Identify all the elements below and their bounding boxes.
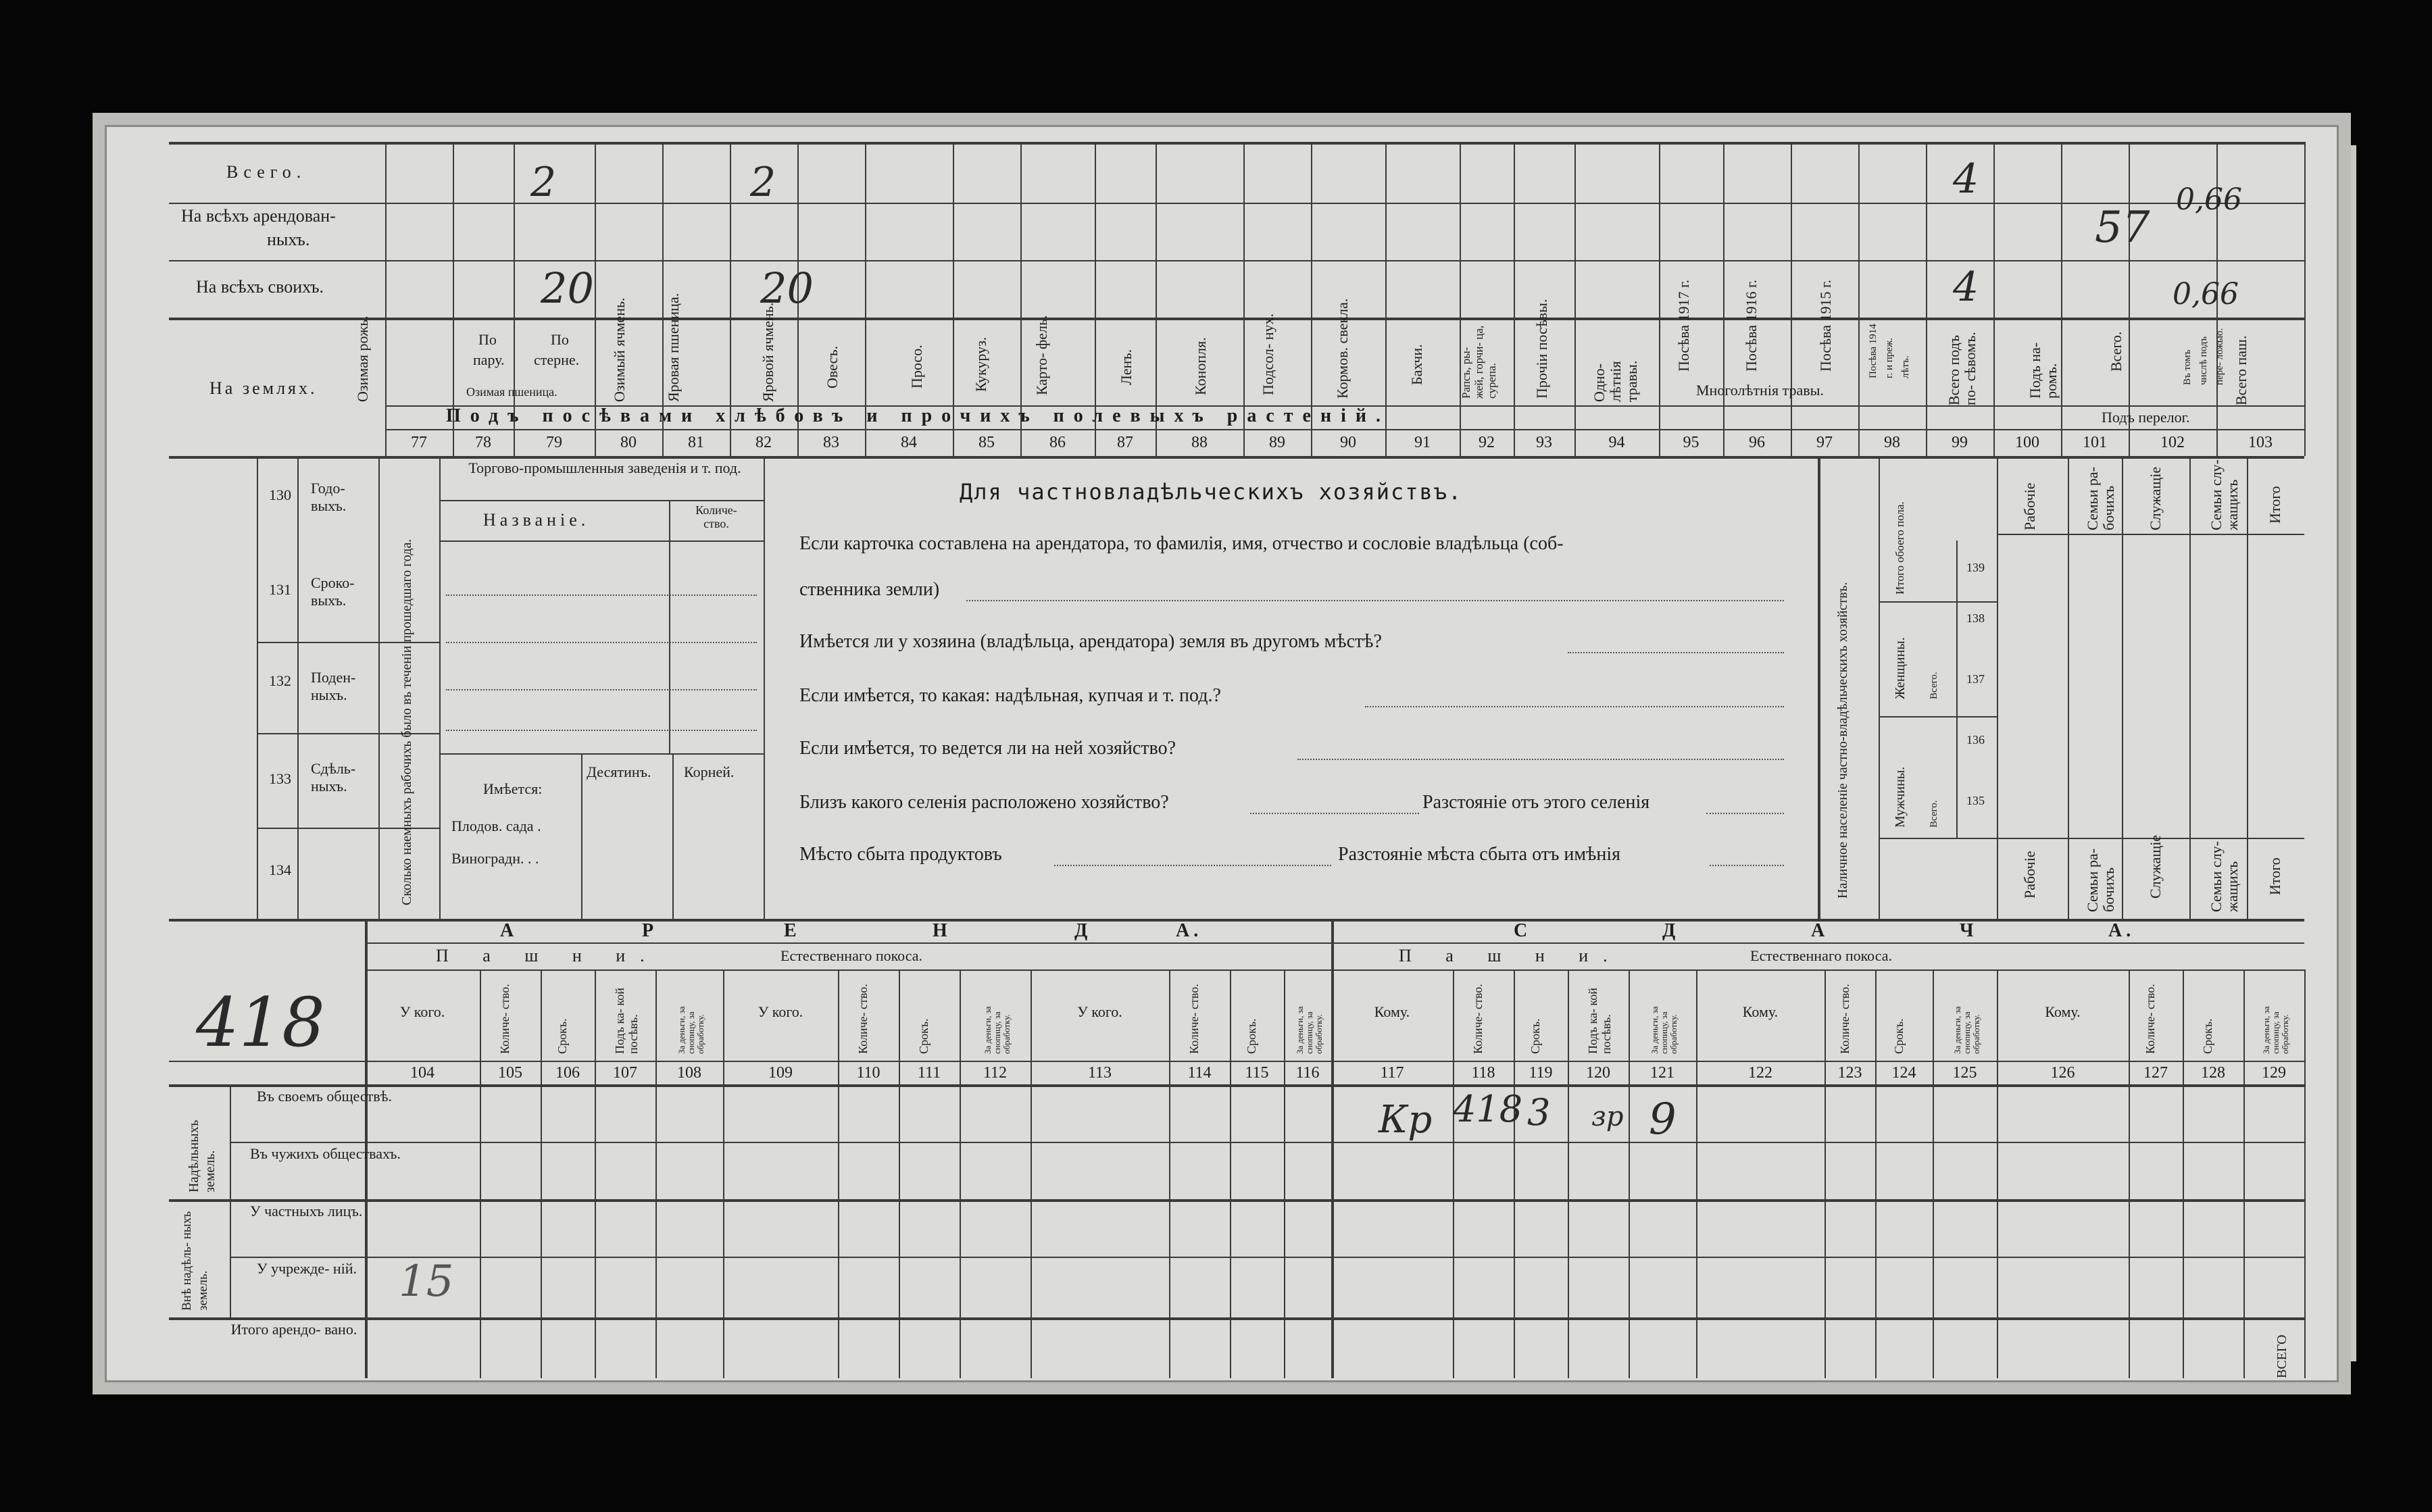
lease-grid-line bbox=[2304, 969, 2306, 1378]
sdacha-pashni: П а ш н и. bbox=[1399, 946, 1622, 965]
column-number: 79 bbox=[546, 434, 562, 451]
question-other-land: Имѣется ли у хозяина (владѣльца, арендатора) земля въ другомъ мѣстѣ? bbox=[799, 631, 1382, 652]
lease-column-number: 114 bbox=[1187, 1064, 1212, 1082]
column-number: 90 bbox=[1340, 434, 1356, 451]
lease-grid-line bbox=[1453, 969, 1454, 1378]
lease-grid-line bbox=[838, 969, 839, 1378]
top-grid-line bbox=[1514, 142, 1515, 456]
pop-men-total: Всего. bbox=[1929, 800, 1939, 828]
question-village-distance: Разстояніе отъ этого селенія bbox=[1422, 792, 1650, 813]
pop-num-137: 137 bbox=[1966, 672, 1985, 686]
lease-column-header: Подъ ка- кой посѣвъ. bbox=[1586, 988, 1613, 1054]
hw-own-20a: 20 bbox=[541, 263, 594, 313]
hw-own-4: 4 bbox=[1953, 263, 1979, 311]
arenda-banner-letter: Р bbox=[642, 920, 658, 941]
column-number: 86 bbox=[1049, 434, 1066, 451]
lease-column-number: 125 bbox=[1952, 1064, 1977, 1082]
lease-column-number: 117 bbox=[1380, 1064, 1404, 1082]
pop-women-total: Всего. bbox=[1929, 672, 1939, 699]
top-grid-line bbox=[1791, 142, 1792, 456]
lease-grid-line bbox=[960, 969, 961, 1378]
crop-header-101: Всего. bbox=[2108, 331, 2125, 372]
top-grid-line bbox=[1723, 142, 1724, 456]
lease-column-header: Срокъ. bbox=[1891, 1018, 1906, 1054]
arenda-pashni: П а ш н и. bbox=[436, 946, 660, 965]
crop-header-96: Посѣва 1916 г. bbox=[1743, 279, 1760, 372]
column-number: 83 bbox=[823, 434, 839, 451]
crop-header-81: Яровая пшеница. bbox=[665, 293, 682, 402]
row-own-label: На всѣхъ своихъ. bbox=[196, 277, 324, 297]
question-owner-2: ственника земли) bbox=[799, 579, 940, 600]
worker-num-131: 131 bbox=[269, 581, 291, 598]
column-number: 99 bbox=[1952, 434, 1968, 451]
question-village: Близъ какого селенія расположено хозяйство? bbox=[799, 792, 1169, 813]
pop-num-139: 139 bbox=[1966, 561, 1985, 574]
lease-grid-line bbox=[1169, 969, 1170, 1378]
pop-num-135: 135 bbox=[1966, 794, 1985, 807]
crop-header-98: Посѣва 1914 г. и преж. лѣтъ. bbox=[1868, 324, 1911, 378]
lease-grid-line bbox=[1825, 969, 1826, 1378]
lease-column-number: 126 bbox=[2050, 1064, 2075, 1082]
group-allotment: Надѣльныхъ земель. bbox=[187, 1119, 218, 1192]
pop-workers: Рабочіе bbox=[2021, 482, 2038, 530]
vineyard-label: Виноградн. . . bbox=[451, 850, 539, 867]
top-grid-line bbox=[1858, 142, 1860, 456]
hw-total-2b: 2 bbox=[750, 159, 776, 206]
lease-grid-line bbox=[723, 969, 724, 1378]
lease-column-number: 127 bbox=[2143, 1064, 2168, 1082]
sdacha-banner-letter: Ч bbox=[1960, 920, 1978, 941]
lease-grid-line bbox=[480, 969, 481, 1378]
lease-column-number: 115 bbox=[1245, 1064, 1269, 1082]
lease-column-number: 120 bbox=[1586, 1064, 1610, 1082]
lease-grid-line bbox=[541, 969, 542, 1378]
column-number: 80 bbox=[620, 434, 637, 451]
lease-grid-line bbox=[1331, 969, 1333, 1378]
pop-fam-workers-bottom: Семьи ра- бочихъ bbox=[2084, 848, 2117, 912]
sdacha-banner-letter: Д bbox=[1662, 920, 1680, 941]
hw-crop: зр bbox=[1591, 1101, 1624, 1132]
worker-num-133: 133 bbox=[269, 770, 291, 787]
column-number: 96 bbox=[1749, 434, 1765, 451]
lease-column-number: 128 bbox=[2201, 1064, 2225, 1082]
pop-women: Женщины. bbox=[1893, 637, 1908, 699]
pop-workers-bottom: Рабочіе bbox=[2021, 851, 2038, 899]
lease-column-header: Количе- ство. bbox=[856, 984, 870, 1054]
worker-daily: Поден- ныхъ. bbox=[311, 669, 356, 703]
crops-banner: Подъ посѣвами хлѣбовъ и прочихъ полевыхъ растеній. bbox=[446, 405, 1391, 426]
lease-grid-line bbox=[1568, 969, 1569, 1378]
lease-column-header: За деньги, за снопицу, за обработку. bbox=[676, 1006, 705, 1054]
lease-column-number: 104 bbox=[410, 1064, 435, 1082]
lease-column-header: Срокъ. bbox=[555, 1018, 569, 1054]
group-non-allotment: Внѣ надѣль- ныхъ земель. bbox=[180, 1211, 210, 1311]
column-number: 78 bbox=[475, 434, 491, 451]
column-number: 98 bbox=[1884, 434, 1900, 451]
private-farms-title: Для частновладѣльческихъ хозяйствъ. bbox=[960, 479, 1463, 505]
roots-header: Корней. bbox=[684, 763, 735, 780]
row-total-label: Всего. bbox=[226, 162, 307, 182]
desyat-header: Десятинъ. bbox=[587, 763, 651, 780]
pop-itogo: Итого bbox=[2266, 486, 2283, 524]
trade-qty-header: Количе- ство. bbox=[695, 503, 737, 530]
lease-column-number: 107 bbox=[613, 1064, 637, 1082]
worker-num-130: 130 bbox=[269, 486, 291, 503]
arenda-banner-letter: А bbox=[500, 920, 518, 941]
column-number: 102 bbox=[2160, 434, 2185, 451]
lease-column-number: 110 bbox=[856, 1064, 880, 1082]
crop-header-84: Просо. bbox=[908, 345, 925, 388]
arenda-banner-letter: А. bbox=[1176, 920, 1203, 941]
top-grid-line bbox=[1659, 142, 1660, 456]
crop-header-103: Всего паш. bbox=[2233, 335, 2250, 405]
lease-column-number: 111 bbox=[917, 1064, 941, 1082]
hw-total-4: 4 bbox=[1953, 155, 1979, 203]
hw-own-20b: 20 bbox=[760, 263, 814, 313]
lease-column-header: Количе- ство. bbox=[1471, 984, 1485, 1054]
margin-vsego: ВСЕГО bbox=[2275, 1334, 2289, 1378]
column-number: 77 bbox=[411, 434, 427, 451]
pop-men: Мужчины. bbox=[1893, 766, 1908, 828]
winter-wheat-label: Озимая пшеница. bbox=[466, 385, 557, 399]
lease-column-header: Срокъ. bbox=[1245, 1018, 1258, 1054]
lease-grid-line bbox=[1696, 969, 1697, 1378]
top-grid-line bbox=[1574, 142, 1576, 456]
lease-column-number: 106 bbox=[555, 1064, 580, 1082]
lease-column-header: За деньги, за снопицу, за обработку. bbox=[982, 1006, 1012, 1054]
pop-num-136: 136 bbox=[1966, 733, 1985, 747]
pop-servants-bottom: Служащіе bbox=[2147, 834, 2164, 899]
crop-header-85: Кукуруз. bbox=[972, 336, 989, 392]
worker-annual: Годо- выхъ. bbox=[311, 480, 347, 514]
crop-header-88: Конопля. bbox=[1192, 337, 1209, 395]
column-number: 93 bbox=[1536, 434, 1552, 451]
lease-column-header: За деньги, за снопицу, за обработку. bbox=[1295, 1006, 1324, 1054]
column-number: 82 bbox=[755, 434, 772, 451]
crop-header-95: Посѣва 1917 г. bbox=[1675, 279, 1692, 372]
lease-grid-line bbox=[1933, 969, 1934, 1378]
pop-total-both: Итого обоего пола. bbox=[1893, 501, 1906, 595]
question-owner: Если карточка составлена на арендатора, то фамилія, имя, отчество и сословіе владѣльца (соб- bbox=[799, 533, 1564, 554]
column-number: 87 bbox=[1117, 434, 1133, 451]
lease-column-header: У кого. bbox=[399, 1003, 445, 1020]
row-foreign-society: Въ чужихъ обществахъ. bbox=[250, 1145, 401, 1162]
lease-column-header: Подъ ка- кой посѣвъ. bbox=[613, 988, 640, 1054]
hw-to-whom: Кр bbox=[1379, 1098, 1433, 1142]
lease-column-header: За деньги, за снопицу, за обработку. bbox=[1649, 1006, 1679, 1054]
question-market-distance: Разстояніе мѣста сбыта отъ имѣнія bbox=[1338, 844, 1620, 865]
lease-column-header: За деньги, за снопицу, за обработку. bbox=[2261, 1006, 2290, 1054]
trade-header: Торгово-промышленныя заведенія и т. под. bbox=[468, 459, 741, 476]
has-label: Имѣется: bbox=[483, 780, 543, 797]
arenda-banner-letter: Е bbox=[784, 920, 801, 941]
column-number: 84 bbox=[901, 434, 917, 451]
lease-grid-line bbox=[2183, 969, 2184, 1378]
lease-grid-line bbox=[1514, 969, 1515, 1378]
worker-seasonal: Сдѣль- ныхъ. bbox=[311, 760, 356, 795]
crop-header-79b: стерне. bbox=[534, 351, 580, 368]
crop-header-89: Подсол- нух. bbox=[1260, 313, 1276, 395]
worker-term: Сроко- выхъ. bbox=[311, 574, 355, 609]
orchard-label: Плодов. сада . bbox=[451, 817, 541, 834]
lease-grid-line bbox=[2243, 969, 2245, 1378]
arenda-banner-letter: Н bbox=[933, 920, 951, 941]
lease-column-header: Количе- ство. bbox=[1187, 984, 1201, 1054]
arenda-banner-letter: Д bbox=[1074, 920, 1092, 941]
row-own-society: Въ своемъ обществѣ. bbox=[257, 1088, 393, 1105]
crop-header-90: Кормов. свекла. bbox=[1334, 298, 1351, 399]
lease-column-number: 105 bbox=[498, 1064, 522, 1082]
lease-column-header: Кому. bbox=[2045, 1003, 2081, 1020]
lease-column-header: Срокъ. bbox=[2201, 1018, 2214, 1054]
lease-grid-line bbox=[365, 969, 366, 1378]
sdacha-banner-letter: С bbox=[1514, 920, 1532, 941]
column-number: 91 bbox=[1414, 434, 1431, 451]
crop-header-94: Одно- лѣтнія травы. bbox=[1591, 360, 1640, 402]
lease-column-header: Срокъ. bbox=[1529, 1018, 1542, 1054]
row-institutions: У учрежде- ній. bbox=[257, 1260, 357, 1277]
sdacha-banner-letter: А. bbox=[2108, 920, 2135, 941]
lease-grid-line bbox=[595, 969, 596, 1378]
hw-institutions: 15 bbox=[399, 1257, 454, 1307]
lease-grid-line bbox=[1230, 969, 1231, 1378]
population-vertical-title: Наличное населеніе частно-владѣльческихъ хозяйствъ. bbox=[1835, 582, 1850, 899]
column-number: 95 bbox=[1683, 434, 1699, 451]
worker-num-134: 134 bbox=[269, 861, 291, 878]
lease-column-number: 113 bbox=[1087, 1064, 1112, 1082]
hw-own-066: 0,66 bbox=[2173, 277, 2239, 311]
sdacha-meadow: Естественнаго покоса. bbox=[1750, 947, 1893, 964]
crop-header-80: Озимый ячмень. bbox=[611, 297, 628, 402]
workers-vertical-title: Сколько наемныхъ рабочихъ было въ теченіи прошедшаго года. bbox=[399, 538, 414, 905]
row-total-leased: Итого арендо- вано. bbox=[230, 1321, 357, 1338]
row-rented-label-2: ныхъ. bbox=[267, 230, 310, 249]
lease-grid-line bbox=[2129, 969, 2130, 1378]
lease-grid-line bbox=[899, 969, 900, 1378]
lease-column-header: Количе- ство. bbox=[498, 984, 512, 1054]
crop-header-77: Озимая рожь. bbox=[354, 316, 371, 402]
lease-grid-line bbox=[1875, 969, 1877, 1378]
top-grid-line bbox=[1993, 142, 1995, 456]
column-number: 97 bbox=[1816, 434, 1833, 451]
pop-num-138: 138 bbox=[1966, 611, 1985, 625]
lease-column-header: Кому. bbox=[1374, 1003, 1410, 1020]
lease-column-header: За деньги, за снопицу, за обработку. bbox=[1952, 1006, 1981, 1054]
crop-header-102: Въ томъ числѣ подъ пере- ложью. bbox=[2182, 328, 2225, 385]
row-rented-label: На всѣхъ арендован- bbox=[181, 206, 336, 226]
lease-column-number: 118 bbox=[1471, 1064, 1495, 1082]
top-grid-line bbox=[385, 142, 387, 456]
lease-column-number: 112 bbox=[983, 1064, 1008, 1082]
column-number: 94 bbox=[1608, 434, 1625, 451]
lease-column-number: 109 bbox=[768, 1064, 793, 1082]
question-farming: Если имѣется, то ведется ли на ней хозяйство? bbox=[799, 738, 1176, 759]
column-number: 88 bbox=[1191, 434, 1208, 451]
lease-column-header: Количе- ство. bbox=[2143, 984, 2157, 1054]
crop-header-99: Всего подъ по- сѣвомъ. bbox=[1945, 332, 1979, 405]
lease-column-number: 108 bbox=[677, 1064, 701, 1082]
crop-header-100: Подъ на- ромъ. bbox=[2027, 342, 2060, 399]
lease-grid-line bbox=[1629, 969, 1630, 1378]
crop-header-91: Бахчи. bbox=[1408, 344, 1425, 385]
pop-servants: Служащіе bbox=[2147, 466, 2164, 530]
lease-column-number: 116 bbox=[1295, 1064, 1320, 1082]
lease-column-number: 119 bbox=[1529, 1064, 1553, 1082]
lease-column-number: 122 bbox=[1748, 1064, 1772, 1082]
hw-card-number: 418 bbox=[196, 983, 325, 1062]
top-grid-line bbox=[1926, 142, 1927, 456]
column-number: 100 bbox=[2015, 434, 2039, 451]
column-number: 101 bbox=[2083, 434, 2107, 451]
crop-header-83: Овесъ. bbox=[824, 345, 841, 388]
trade-name-header: Названіе. bbox=[483, 510, 590, 530]
crop-header-78b: пару. bbox=[473, 351, 505, 368]
lease-column-number: 121 bbox=[1650, 1064, 1674, 1082]
crop-header-97: Посѣва 1915 г. bbox=[1817, 279, 1834, 372]
lease-column-number: 124 bbox=[1891, 1064, 1916, 1082]
question-market: Мѣсто сбыта продуктовъ bbox=[799, 844, 1002, 865]
pop-fam-workers: Семьи ра- бочихъ bbox=[2084, 466, 2117, 530]
lease-column-header: У кого. bbox=[1077, 1003, 1122, 1020]
column-number: 92 bbox=[1479, 434, 1495, 451]
top-grid-line bbox=[2304, 142, 2306, 456]
crop-header-79a: По bbox=[551, 331, 569, 348]
arenda-meadow: Естественнаго покоса. bbox=[780, 947, 923, 964]
lease-column-header: Количе- ство. bbox=[1837, 984, 1852, 1054]
pop-itogo-bottom: Итого bbox=[2266, 857, 2283, 895]
row-lands-label: На землях. bbox=[209, 378, 318, 398]
hw-rented-57: 57 bbox=[2095, 203, 2150, 253]
lease-column-number: 123 bbox=[1837, 1064, 1862, 1082]
crop-header-78a: По bbox=[478, 331, 497, 348]
crop-header-86: Карто- фель. bbox=[1033, 315, 1050, 395]
top-grid-line bbox=[1460, 142, 1461, 456]
column-number: 103 bbox=[2248, 434, 2273, 451]
fallow-label: Подъ перелог. bbox=[2102, 409, 2190, 426]
crop-header-87: Ленъ. bbox=[1118, 349, 1135, 385]
lease-grid-line bbox=[1284, 969, 1285, 1378]
hw-qty: 418 bbox=[1453, 1088, 1523, 1130]
hw-term: 3 bbox=[1527, 1091, 1551, 1134]
question-land-type: Если имѣется, то какая: надѣльная, купчая и т. под.? bbox=[799, 685, 1221, 706]
lease-column-header: У кого. bbox=[758, 1003, 803, 1020]
lease-column-header: Срокъ. bbox=[917, 1018, 930, 1054]
column-number: 89 bbox=[1269, 434, 1285, 451]
hw-pay: 9 bbox=[1649, 1094, 1677, 1144]
perennial-grass-label: Многолѣтнія травы. bbox=[1696, 382, 1824, 399]
hw-total-2a: 2 bbox=[530, 159, 557, 206]
column-number: 81 bbox=[688, 434, 704, 451]
lease-grid-line bbox=[1031, 969, 1032, 1378]
lease-grid-line bbox=[1997, 969, 1998, 1378]
lease-column-number: 129 bbox=[2262, 1064, 2286, 1082]
lease-column-header: Кому. bbox=[1742, 1003, 1779, 1020]
sdacha-banner-letter: А bbox=[1811, 920, 1829, 941]
top-grid-line bbox=[2061, 142, 2062, 456]
column-number: 85 bbox=[978, 434, 995, 451]
row-private-persons: У частныхъ лицъ. bbox=[250, 1203, 363, 1219]
crop-header-92: Рапсъ, ры- жей, горчи- ца, сурепа. bbox=[1460, 325, 1498, 399]
crop-header-82: Яровой ячмень. bbox=[760, 302, 776, 402]
crop-header-93: Прочіи посѣвы. bbox=[1533, 299, 1550, 399]
pop-fam-servants: Семьи слу- жащихъ bbox=[2208, 459, 2241, 530]
pop-fam-servants-bottom: Семьи слу- жащихъ bbox=[2208, 840, 2241, 912]
lease-grid-line bbox=[655, 969, 657, 1378]
hw-rented-066: 0,66 bbox=[2176, 182, 2242, 217]
worker-num-132: 132 bbox=[269, 672, 291, 689]
